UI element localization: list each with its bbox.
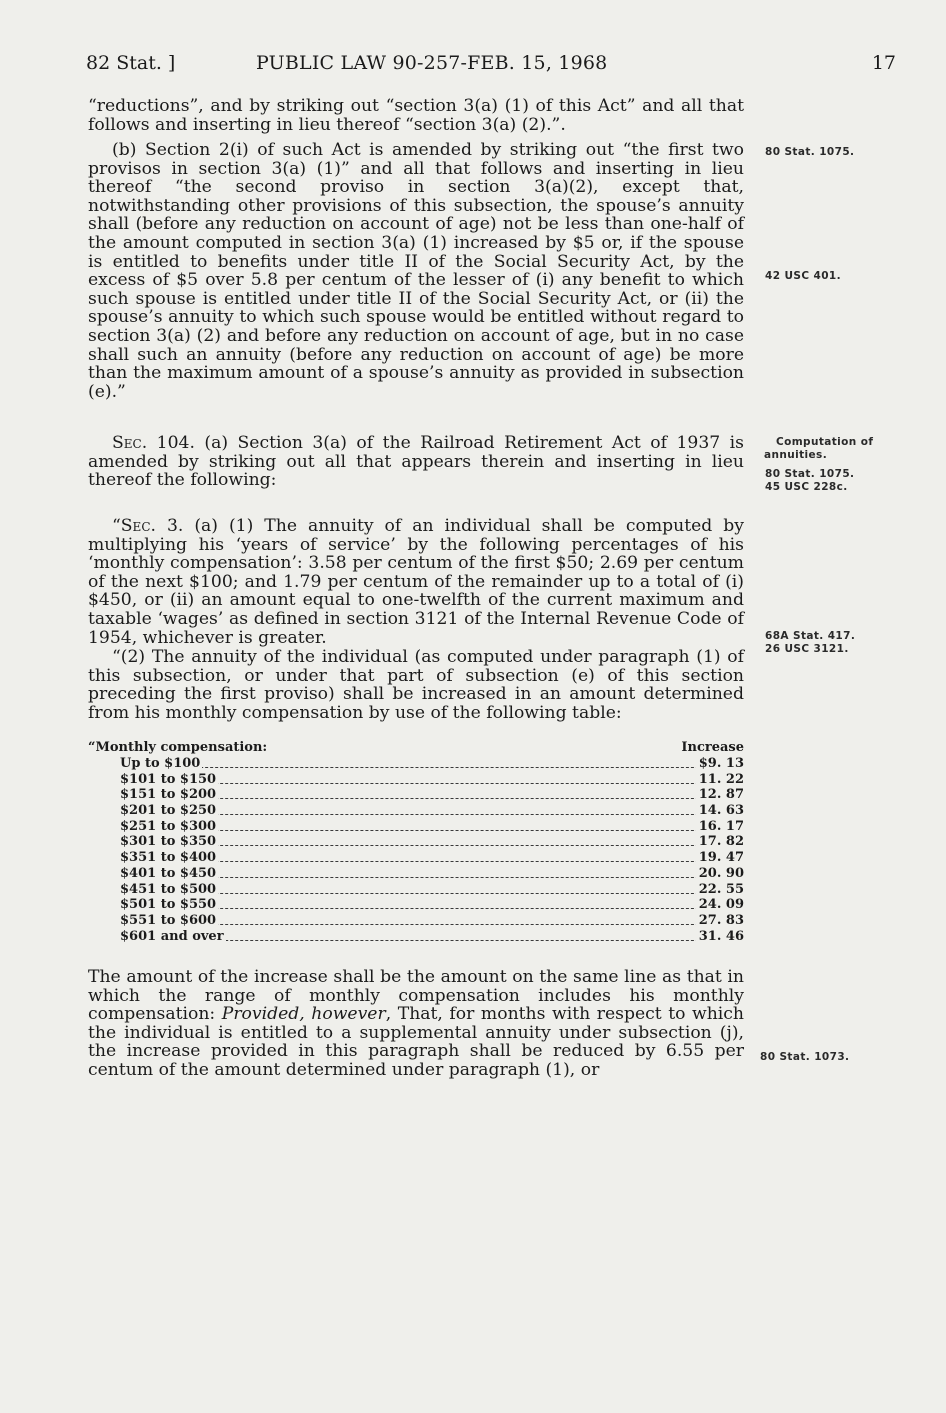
compensation-table: [88, 740, 744, 944]
table-cell-range: $351 to $400: [120, 850, 217, 866]
table-cell-amount: 11. 22: [696, 772, 744, 788]
table-cell-amount: 14. 63: [696, 803, 744, 819]
table-row: [88, 866, 744, 882]
paragraph-section-104: [88, 434, 744, 490]
statute-reference: 82 Stat. ]: [86, 52, 176, 74]
paragraph-section-3a2: [88, 648, 744, 722]
margin-note-usc: 26 USC 3121.: [765, 643, 849, 655]
provided-however-italic: Provided, however: [221, 1004, 386, 1025]
section-label: “Sec.: [112, 516, 156, 536]
table-row: [88, 834, 744, 850]
table-row: [88, 819, 744, 835]
margin-note-usc: 45 USC 228c.: [765, 481, 848, 493]
margin-note-stat: 68A Stat. 417.: [765, 630, 856, 642]
column-header-increase: Increase: [681, 740, 744, 755]
margin-note-heading: Computation of: [776, 436, 874, 448]
table-row: [88, 882, 744, 898]
table-row: [88, 772, 744, 788]
table-cell-amount: 31. 46: [696, 929, 744, 945]
table-cell-range: $301 to $350: [120, 834, 217, 850]
page-header: [86, 52, 896, 82]
table-cell-amount: 16. 17: [696, 819, 744, 835]
column-header-compensation: “Monthly compensation:: [88, 740, 268, 755]
margin-note-stat: 80 Stat. 1075.: [765, 146, 855, 158]
paragraph-increase-amount: [88, 968, 744, 1080]
table-cell-amount: $9. 13: [696, 756, 744, 772]
table-cell-amount: 12. 87: [696, 787, 744, 803]
table-cell-amount: 20. 90: [696, 866, 744, 882]
table-row: [88, 850, 744, 866]
table-row: [88, 756, 744, 772]
table-row: [88, 897, 744, 913]
paragraph-text-part: , That, for months with respect to which the individual is entitled to a supplemental annuity under subsection (j), the increase provided in this paragraph shall be reduced by 6.55 per centum of the amount determined under paragraph (1), or: [88, 1004, 744, 1080]
margin-note-stat: 80 Stat. 1075.: [765, 468, 855, 480]
paragraph-text: [88, 434, 744, 490]
table-cell-amount: 19. 47: [696, 850, 744, 866]
table-cell-range: $551 to $600: [120, 912, 217, 928]
table-cell-range: $201 to $250: [120, 803, 217, 819]
table-cell-range: $601 and over: [120, 928, 224, 944]
table-cell-amount: 22. 55: [696, 882, 744, 898]
section-text: 104. (a) Section 3(a) of the Railroad Retirement Act of 1937 is amended by striking out all that appears therein and inserting in lieu thereof the following:: [88, 433, 744, 491]
paragraph-text: “(2) The annuity of the individual (as computed under paragraph (1) of this subsection, or under that part of subsection (e) of this section preceding the first proviso) shall be increased in an amount determined from his monthly compensation by use of the following table:: [88, 647, 744, 723]
table-cell-range: $251 to $300: [120, 818, 217, 834]
page-title: PUBLIC LAW 90-257-FEB. 15, 1968: [256, 52, 608, 74]
table-cell-range: $501 to $550: [120, 897, 217, 913]
paragraph-text-part: The amount of the increase shall be the amount on the same line as that in which the range of monthly compensation includes his monthly compensation:: [88, 967, 744, 1025]
table-cell-amount: 17. 82: [696, 834, 744, 850]
table-row: [88, 913, 744, 929]
margin-note-usc: 42 USC 401.: [765, 270, 842, 282]
paragraph-text: [88, 968, 744, 1080]
paragraph-subsection-b: [88, 141, 744, 401]
table-cell-amount: 27. 83: [696, 913, 744, 929]
table-cell-range: $101 to $150: [120, 771, 217, 787]
section-text: 3. (a) (1) The annuity of an individual shall be computed by multiplying his ‘years of service’ by the following percentages of his ‘monthly compensation’: 3.58 per centum of the first $50; 2.69 per centum of the next $100; and 1.79 per centum of the remainder up to a total of (i) $450, or (ii) an amount equal to one-twelfth of the current maximum and taxable ‘wages’ as defined in section 3121 of the Internal Revenue Code of 1954, whichever is greater.: [88, 516, 744, 648]
table-row: [88, 803, 744, 819]
paragraph-section-3a1: [88, 517, 744, 647]
page-number: 17: [871, 52, 896, 74]
table-row: [88, 787, 744, 803]
table-cell-amount: 24. 09: [696, 897, 744, 913]
table-cell-range: $151 to $200: [120, 787, 217, 803]
table-cell-range: Up to $100: [120, 756, 201, 771]
table-cell-range: $451 to $500: [120, 881, 217, 897]
margin-note-stat: 80 Stat. 1073.: [760, 1051, 850, 1063]
section-label: Sec.: [112, 433, 148, 453]
margin-note-heading: annuities.: [764, 449, 828, 461]
paragraph-continuation: [88, 97, 744, 134]
paragraph-text: “reductions”, and by striking out “section 3(a) (1) of this Act” and all that follows and inserting in lieu thereof “section 3(a) (2).”.: [88, 96, 744, 135]
table-cell-range: $401 to $450: [120, 865, 217, 881]
paragraph-text: [88, 517, 744, 647]
paragraph-text: (b) Section 2(i) of such Act is amended by striking out “the first two provisos in section 3(a) (1)” and all that follows and inserting in lieu thereof “the second proviso in section 3(a)(2), except that, notwithstanding other provisions of this subsection, the spouse’s annuity shall (before any reduction on account of age) not be less than one-half of the amount computed in section 3(a) (1) increased by $5 or, if the spouse is entitled to benefits under title II of the Social Security Act, by the excess of $5 over 5.8 per centum of the lesser of (i) any benefit to which such spouse is entitled under title II of the Social Security Act, or (ii) the spouse’s annuity to which such spouse would be entitled without regard to section 3(a) (2) and before any reduction on account of age, but in no case shall such an annuity (before any reduction on account of age) be more than the maximum amount of a spouse’s annuity as provided in subsection (e).”: [88, 140, 744, 402]
table-row: [88, 929, 744, 945]
table-header: [88, 740, 744, 756]
dot-leader: [120, 767, 744, 768]
